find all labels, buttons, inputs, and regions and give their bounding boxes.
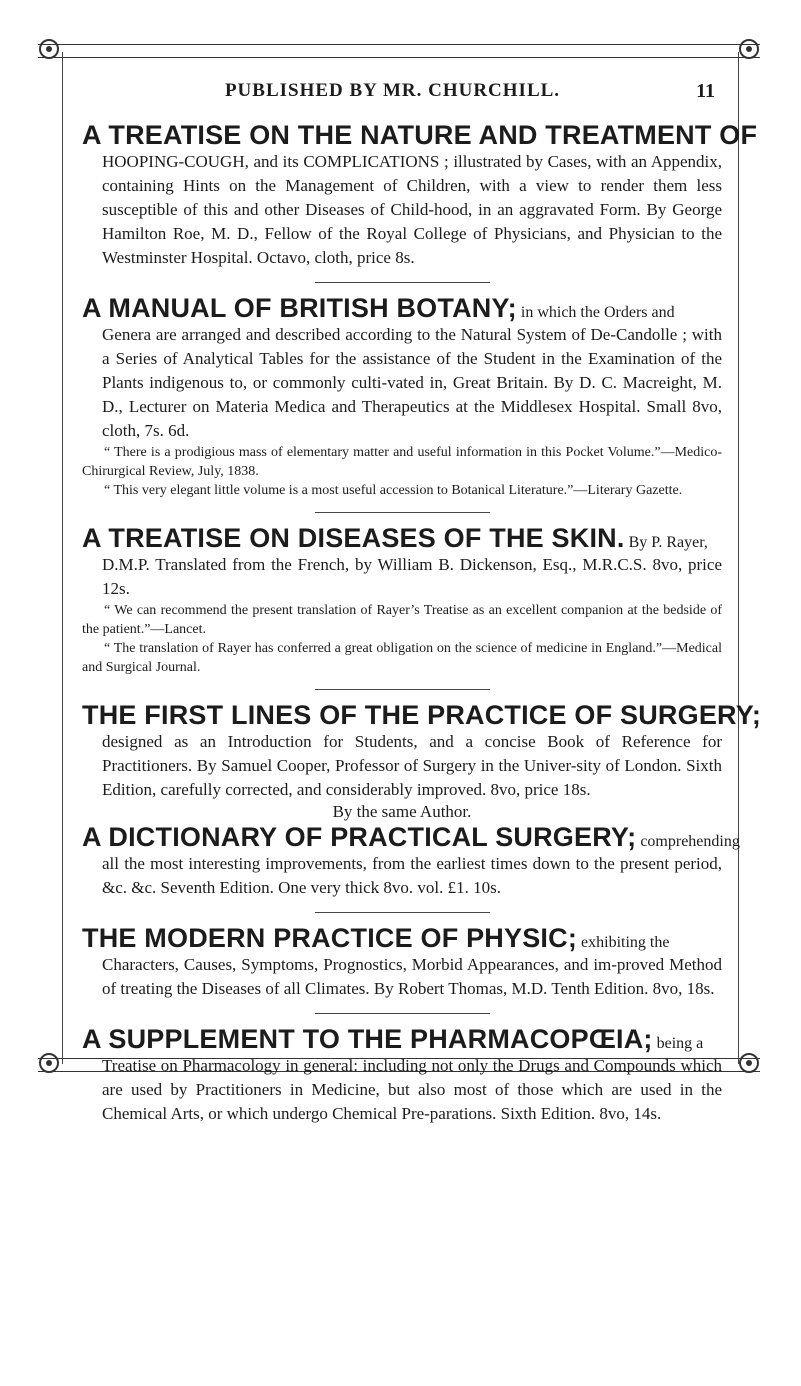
list-item: [82, 822, 740, 900]
entry-description: all the most interesting improvements, from the earliest times down to the present period, &c. &c. Seventh Edition. One very thick 8vo. vol. £1. 10s.: [102, 854, 722, 897]
review-quote: “ There is a prodigious mass of elementary matter and useful information in this Pocket Volume.”—Medico-Chirurgical Review, July, 1838.: [82, 445, 722, 479]
entry-title-tail: exhibiting the: [577, 934, 670, 951]
page-header: [70, 80, 715, 110]
list-item: [82, 700, 762, 822]
entry-title-tail: being a: [652, 1035, 704, 1052]
review-quote: “ This very elegant little volume is a most useful accession to Botanical Literature.”—Literary Gazette.: [104, 483, 683, 498]
running-title: PUBLISHED BY MR. CHURCHILL.: [224, 80, 561, 101]
entry-description: HOOPING-COUGH, and its COMPLICATIONS ; illustrated by Cases, with an Appendix, containing Hints on the Management of Children, with a view to render them less susceptible of this and other Diseases of Child-hood, in an aggravated Form. By George Hamilton Roe, M. D., Fellow of the Royal College of Physicians, and Physician to the Westminster Hospital. Octavo, cloth, price 8s.: [102, 152, 722, 267]
entry-description: Characters, Causes, Symptoms, Prognostics, Morbid Appearances, and im-proved Method of treating the Diseases of all Climates. By Robert Thomas, M.D. Tenth Edition. 8vo, 18s.: [102, 955, 722, 998]
list-item: [82, 293, 722, 500]
entry-title-tail: in which the Orders and: [516, 304, 675, 321]
same-author-note: By the same Author.: [332, 802, 472, 821]
entry-description: D.M.P. Translated from the French, by William B. Dickenson, Esq., M.R.C.S. 8vo, price 12s.: [102, 555, 722, 598]
list-item: [82, 120, 758, 270]
separator-rule: [315, 282, 490, 283]
entry-title: A TREATISE ON THE NATURE AND TREATMENT OF: [82, 120, 758, 150]
entry-title: THE FIRST LINES OF THE PRACTICE OF SURGERY;: [82, 700, 762, 730]
corner-ornament-icon: [736, 36, 762, 62]
entry-description: designed as an Introduction for Students, and a concise Book of Reference for Practitioners. By Samuel Cooper, Professor of Surgery in the Univer-sity of London. Sixth Edition, carefully corrected, and considerably improved. 8vo, price 18s.: [102, 732, 722, 799]
corner-ornament-icon: [36, 36, 62, 62]
entry-title: A SUPPLEMENT TO THE PHARMACOPŒIA;: [82, 1024, 653, 1054]
corner-ornament-icon: [36, 1050, 62, 1076]
list-item: [82, 523, 722, 677]
right-border-line: [738, 52, 739, 1064]
advertisement-list: [82, 120, 762, 1126]
separator-rule: [315, 912, 490, 913]
entry-title: A MANUAL OF BRITISH BOTANY;: [82, 293, 517, 323]
entry-title-tail: comprehending: [636, 833, 740, 850]
list-item: [82, 923, 722, 1001]
entry-title: A TREATISE ON DISEASES OF THE SKIN.: [82, 523, 625, 553]
separator-rule: [315, 512, 490, 513]
corner-ornament-icon: [736, 1050, 762, 1076]
entry-description: Treatise on Pharmacology in general: including not only the Drugs and Compounds which are used by Practitioners in Medicine, but also most of those which are used in the Chemical Arts, or which undergo Chemical Pre-parations. Sixth Edition. 8vo, 14s.: [102, 1056, 722, 1123]
top-border-rule: [38, 44, 760, 58]
separator-rule: [315, 689, 490, 690]
entry-title-tail: By P. Rayer,: [624, 534, 708, 551]
page-number: 11: [696, 80, 715, 102]
left-border-line: [62, 52, 63, 1064]
review-quote: “ We can recommend the present translation of Rayer’s Treatise as an excellent companion at the bedside of the patient.”—Lancet.: [82, 603, 722, 637]
review-quote: “ The translation of Rayer has conferred a great obligation on the science of medicine in England.”—Medical and Surgical Journal.: [82, 641, 722, 675]
entry-description: Genera are arranged and described according to the Natural System of De-Candolle ; with a Series of Analytical Tables for the assistance of the Student in the Examination of the Plants indigenous to, or commonly culti-vated in, Great Britain. By D. C. Macreight, M. D., Lecturer on Materia Medica and Therapeutics at the Middlesex Hospital. Small 8vo, cloth, 7s. 6d.: [102, 325, 722, 440]
list-item: [82, 1024, 722, 1126]
entry-title: A DICTIONARY OF PRACTICAL SURGERY;: [82, 822, 637, 852]
separator-rule: [315, 1013, 490, 1014]
entry-title: THE MODERN PRACTICE OF PHYSIC;: [82, 923, 578, 953]
